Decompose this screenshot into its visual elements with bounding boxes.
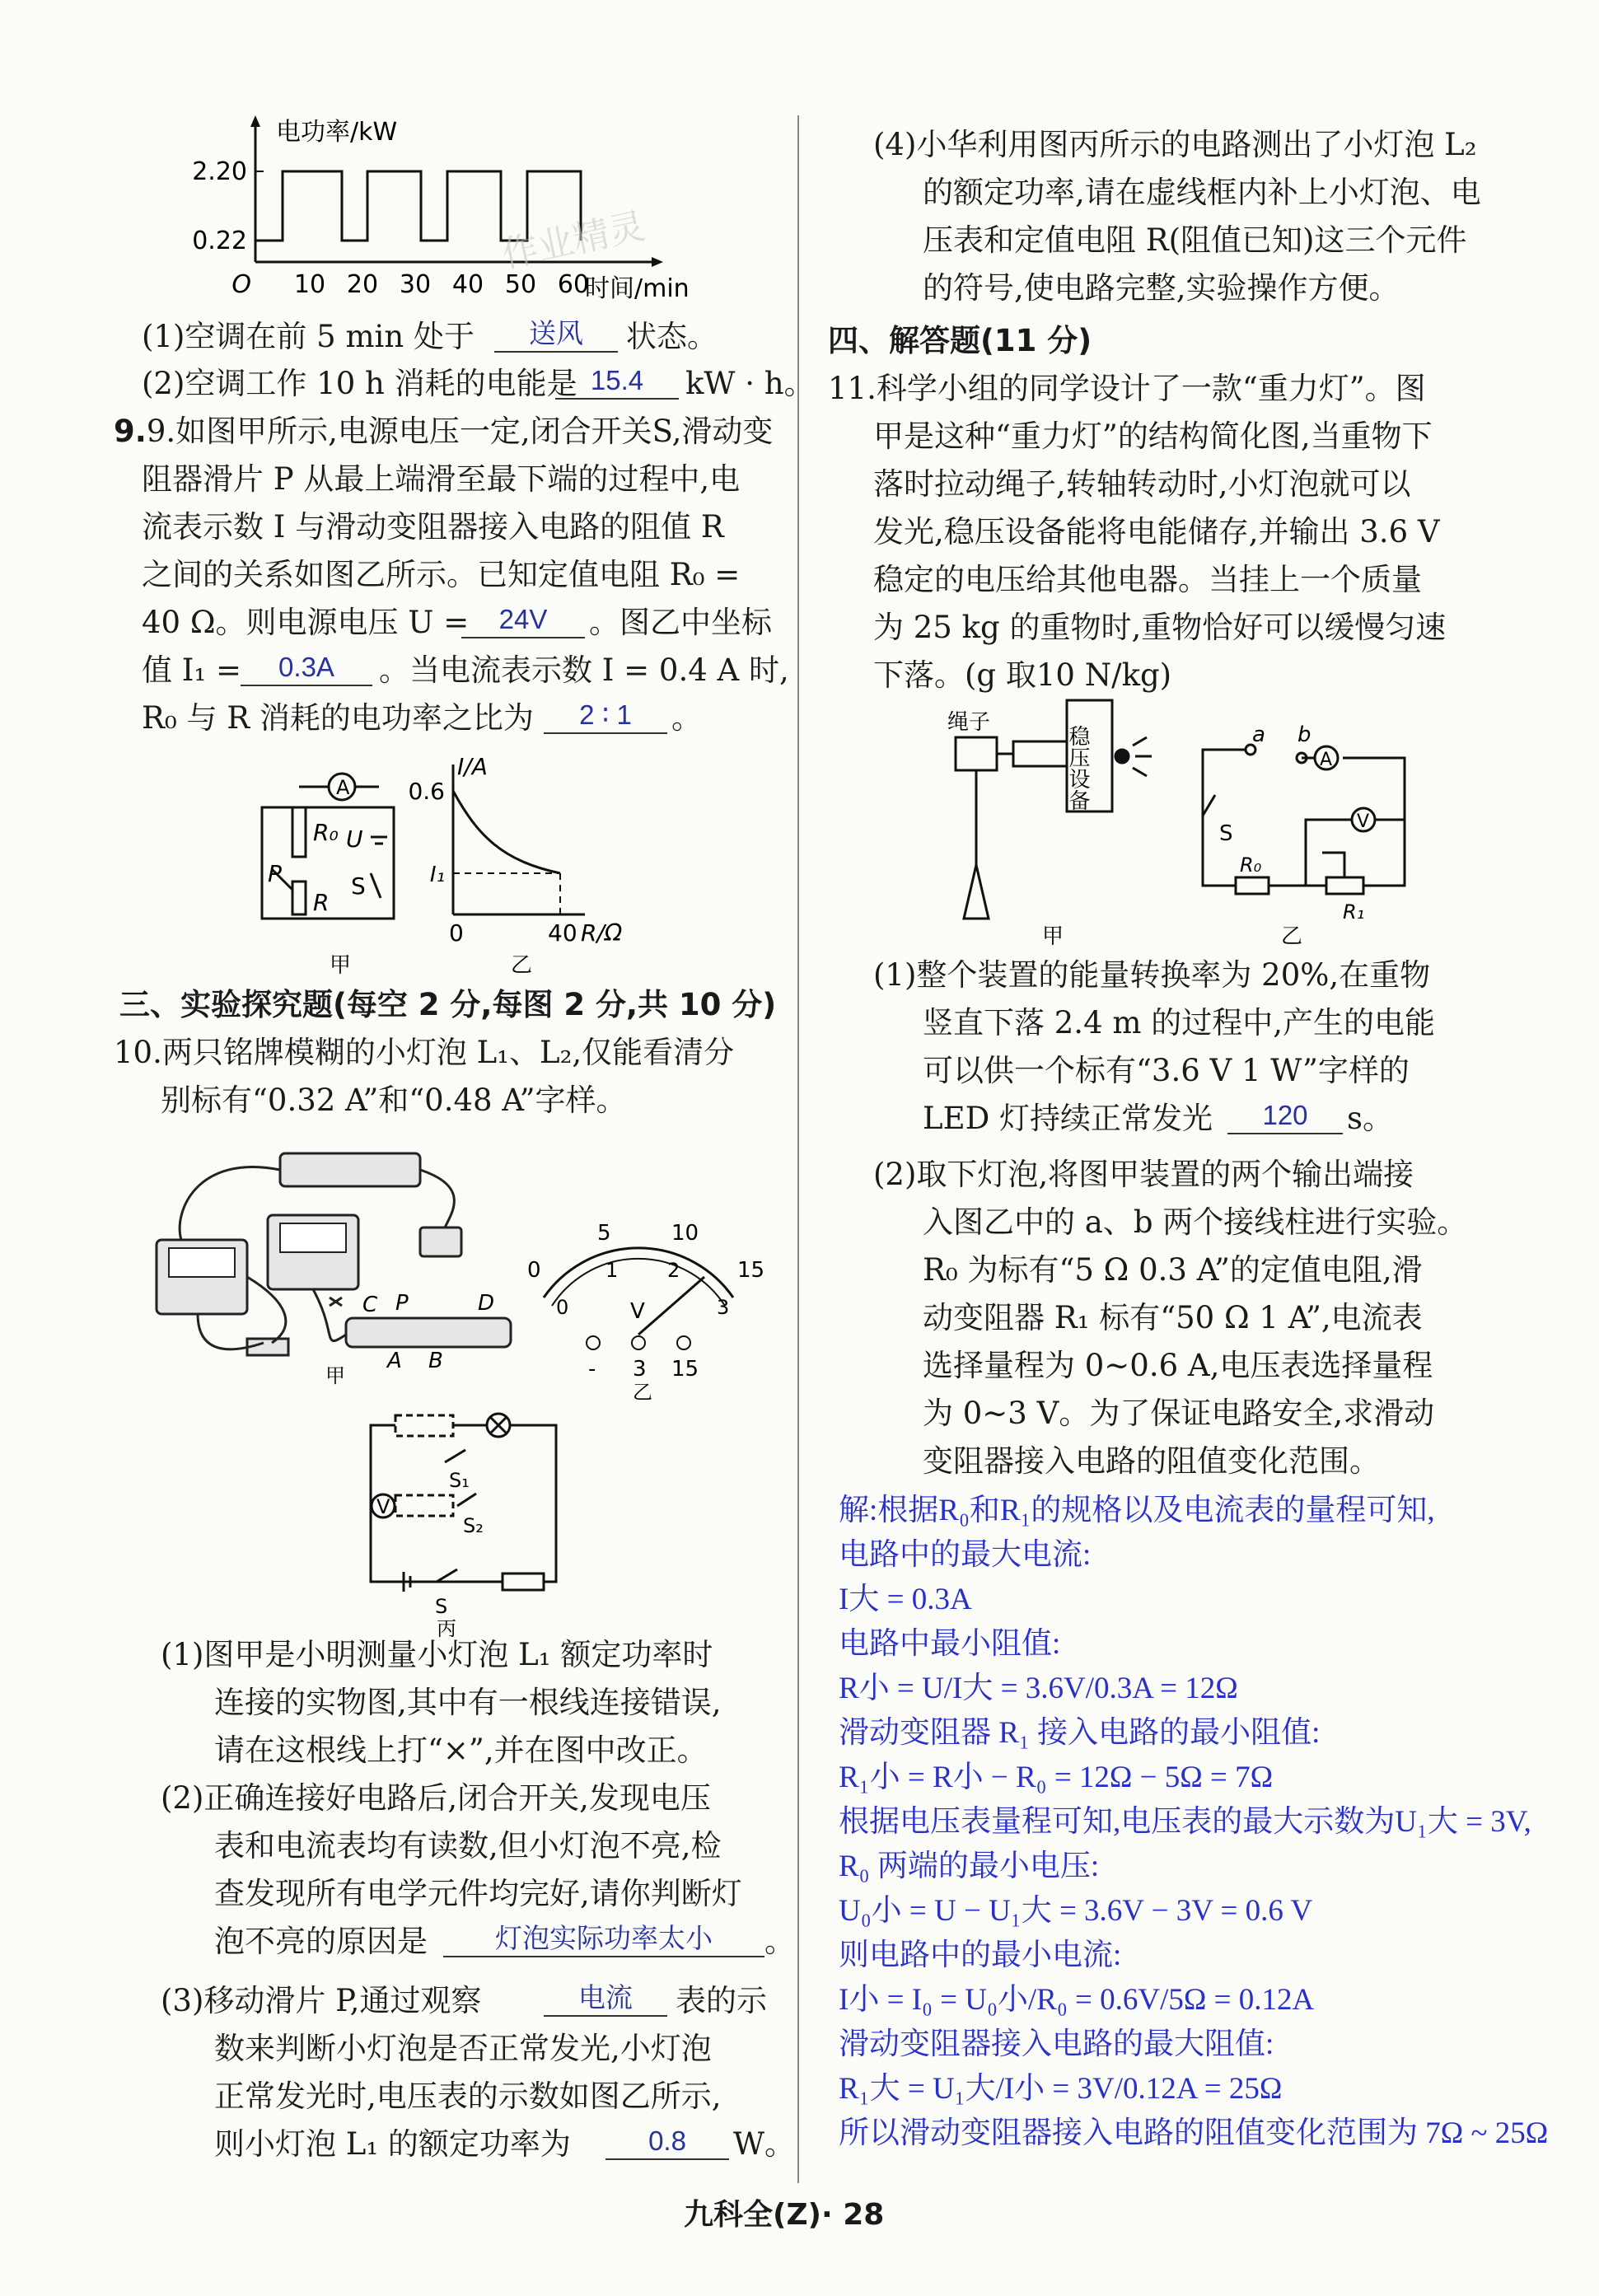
meter-bot-tick: 1 <box>605 1259 619 1282</box>
circ-label-r1: R₁ <box>1343 900 1365 924</box>
circ-label-s: S <box>351 872 366 900</box>
q9-line: 阻器滑片 P 从最上端滑至最下端的过程中,电 <box>142 461 741 497</box>
q11-part2: 变阻器接入电路的阻值变化范围。 <box>923 1443 1380 1479</box>
fig-label-yi: 乙 <box>633 1381 652 1404</box>
q9-line: 。 <box>671 700 702 736</box>
q10-part4: 的符号,使电路完整,实验操作方便。 <box>923 270 1400 306</box>
q9-answer-ratio: 2 ∶ 1 <box>544 698 667 734</box>
circ-label-s2: S₂ <box>463 1514 484 1537</box>
meter-term: 15 <box>671 1357 699 1382</box>
meter-bot-tick: 0 <box>556 1296 569 1319</box>
circ-label-a-term: a <box>1252 722 1265 747</box>
q11-line: 甲是这种“重力灯”的结构简化图,当重物下 <box>873 419 1433 454</box>
q9-line: 之间的关系如图乙所示。已知定值电阻 R₀ = <box>142 557 741 592</box>
q9-line: 流表示数 I 与滑动变阻器接入电路的阻值 R <box>142 509 724 545</box>
graph-x1: 40 <box>548 919 577 947</box>
q11-line: 11.科学小组的同学设计了一款“重力灯”。图 <box>828 371 1426 406</box>
q8-answer-1: 送风 <box>494 316 618 353</box>
circ-label-r0: R₀ <box>313 819 339 846</box>
q11-part2: (2)取下灯泡,将图甲装置的两个输出端接 <box>873 1157 1414 1192</box>
solution-line: R₁小 = R小 − R₀ = 12Ω − 5Ω = 7Ω <box>839 1761 1274 1794</box>
fig-label-jia: 甲 <box>330 953 352 978</box>
q11-part1: 可以供一个标有“3.6 V 1 W”字样的 <box>923 1053 1410 1088</box>
solution-line: 滑动变阻器 R₁ 接入电路的最小阻值: <box>839 1716 1321 1750</box>
q10-part2: (2)正确连接好电路后,闭合开关,发现电压 <box>161 1780 711 1816</box>
x-tick: 50 <box>504 270 537 299</box>
fig-label-yi: 乙 <box>1281 924 1303 949</box>
q10-part2: 。 <box>764 1924 795 1959</box>
q10-part4: 的额定功率,请在虚线框内补上小灯泡、电 <box>923 175 1481 210</box>
circ-label-b-term: b <box>1297 722 1311 747</box>
x-tick: 40 <box>451 270 484 299</box>
fig-label-bing: 丙 <box>437 1617 456 1640</box>
q11-part2: 入图乙中的 a、b 两个接线柱进行实验。 <box>923 1204 1468 1240</box>
circ-label-voltmeter: V <box>1357 811 1370 832</box>
solution-line: 滑动变阻器接入电路的最大阻值: <box>839 2027 1274 2061</box>
q11-answer-time: 120 <box>1227 1098 1343 1134</box>
q11-line: 稳定的电压给其他电器。当挂上一个质量 <box>873 562 1422 597</box>
q11-part2: 选择量程为 0~0.6 A,电压表选择量程 <box>923 1348 1433 1383</box>
footer-book: 九科全(Z)· 28 <box>684 2198 885 2232</box>
circ-label-p: P <box>268 860 282 887</box>
q11-figure-jia <box>931 700 1178 947</box>
meter-zero: 0 <box>527 1258 541 1283</box>
meter-term: - <box>588 1357 596 1382</box>
graph-x0: 0 <box>449 919 464 947</box>
solution-line: R₁大 = U₁大/I小 = 3V/0.12A = 25Ω <box>839 2072 1283 2106</box>
solution-line: 电路中的最大电流: <box>839 1538 1092 1572</box>
q9-line: 。当电流表示数 I = 0.4 A 时, <box>379 652 789 688</box>
q9-answer-voltage: 24V <box>461 602 585 638</box>
rheo-label-d: D <box>478 1291 495 1316</box>
y-tick-low: 0.22 <box>192 227 247 255</box>
q10-part2: 表和电流表均有读数,但小灯泡不亮,检 <box>214 1828 722 1863</box>
q10-part2: 查发现所有电学元件均完好,请你判断灯 <box>214 1876 742 1911</box>
q10-part3: W。 <box>733 2126 796 2162</box>
q10-part1: 请在这根线上打“×”,并在图中改正。 <box>214 1733 708 1768</box>
solution-line: I小 = I₀ = U₀小/R₀ = 0.6V/5Ω = 0.12A <box>839 1983 1315 2017</box>
q10-circuit-bing <box>354 1409 585 1640</box>
q8-part1: (1)空调在前 5 min 处于 <box>142 319 475 354</box>
meter-top-tick: 10 <box>671 1221 699 1246</box>
q11-line: 发光,稳压设备能将电能储存,并输出 3.6 V <box>873 514 1440 549</box>
q9-line: 40 Ω。则电源电压 U = <box>142 605 470 640</box>
column-divider <box>797 115 799 2183</box>
solution-line: R₀ 两端的最小电压: <box>839 1849 1100 1883</box>
q11-line: 为 25 kg 的重物时,重物恰好可以缓慢匀速 <box>873 610 1447 645</box>
q8-part2: (2)空调工作 10 h 消耗的电能是 <box>142 366 577 401</box>
q11-part2: R₀ 为标有“5 Ω 0.3 A”的定值电阻,滑 <box>923 1252 1423 1288</box>
solution-line: 则电路中的最小电流: <box>839 1938 1122 1972</box>
fig-label-jia: 甲 <box>1042 924 1064 949</box>
power-chart <box>189 115 733 313</box>
q8-part2-post: kW · h。 <box>685 366 815 401</box>
graph-y2: I₁ <box>429 863 445 887</box>
x-tick: 20 <box>346 270 379 299</box>
circ-label-s: S <box>435 1595 448 1618</box>
fig-label-rope: 绳子 <box>947 710 991 735</box>
solution-line: I大 = 0.3A <box>839 1583 972 1616</box>
watermark: 作业精灵 <box>498 204 649 277</box>
section3-heading: 三、实验探究题(每空 2 分,每图 2 分,共 10 分) <box>119 987 777 1022</box>
q10-part3: 表的示 <box>676 1983 767 2018</box>
solution-line: U₀小 = U − U₁大 = 3.6V − 3V = 0.6 V <box>839 1894 1313 1928</box>
q9-figures <box>247 753 659 980</box>
q10-part3: 正常发光时,电压表的示数如图乙所示, <box>214 2079 722 2114</box>
circ-label-ammeter: A <box>1320 750 1333 770</box>
circ-label-s1: S₁ <box>449 1469 470 1492</box>
circ-label-r0: R₀ <box>1240 853 1262 877</box>
q10-answer-power: 0.8 <box>605 2124 729 2160</box>
q10-part3: 则小灯泡 L₁ 的额定功率为 <box>214 2126 571 2162</box>
x-tick: 30 <box>399 270 432 299</box>
solution-line: 解:根据R₀和R₁的规格以及电流表的量程可知, <box>839 1494 1435 1527</box>
circ-label-a: A <box>336 776 350 799</box>
section4-heading: 四、解答题(11 分) <box>828 323 1092 358</box>
rheo-label-c: C <box>362 1293 378 1317</box>
q11-part2: 动变阻器 R₁ 标有“50 Ω 1 A”,电流表 <box>923 1300 1423 1335</box>
q9-answer-i1: 0.3A <box>241 650 372 686</box>
rheo-label-a: A <box>387 1349 402 1373</box>
fig-label-device: 稳压设备 <box>1065 725 1090 811</box>
q11-line: 下落。(g 取10 N/kg) <box>873 657 1172 693</box>
q9-line: R₀ 与 R 消耗的电功率之比为 <box>142 700 534 736</box>
q9-line: 9.9.如图甲所示,电源电压一定,闭合开关S,滑动变 <box>114 414 774 449</box>
chart-xlabel: 时间/min <box>585 274 690 303</box>
circ-label-v: V <box>376 1495 390 1518</box>
q10-line: 10.两只铭牌模糊的小灯泡 L₁、L₂,仅能看清分 <box>114 1035 735 1070</box>
q10-answer-reason: 灯泡实际功率太小 <box>443 1921 764 1957</box>
chart-origin: O <box>231 270 251 299</box>
rheo-label-b: B <box>428 1349 443 1373</box>
circ-label-u: U <box>346 825 363 853</box>
q10-part4: 压表和定值电阻 R(阻值已知)这三个元件 <box>923 222 1467 258</box>
solution-line: 所以滑动变阻器接入电路的阻值变化范围为 7Ω ~ 25Ω <box>839 2116 1549 2150</box>
q10-part4: (4)小华利用图丙所示的电路测出了小灯泡 L₂ <box>873 127 1477 162</box>
graph-xlabel: R/Ω <box>581 919 623 947</box>
meter-top-tick: 5 <box>597 1221 611 1246</box>
page-number: 28 <box>843 2198 885 2232</box>
meter-term: 3 <box>633 1357 647 1382</box>
q9-line: 。图乙中坐标 <box>589 605 772 640</box>
q9-line: 值 I₁ = <box>142 652 241 688</box>
q11-part2: 为 0~3 V。为了保证电路安全,求滑动 <box>923 1396 1435 1431</box>
y-tick-high: 2.20 <box>192 157 247 186</box>
solution-line: 根据电压表量程可知,电压表的最大示数为U₁大 = 3V, <box>839 1805 1531 1839</box>
q11-part1: 竖直下落 2.4 m 的过程中,产生的电能 <box>923 1005 1435 1040</box>
circ-label-s: S <box>1219 821 1233 846</box>
q10-part2: 泡不亮的原因是 <box>214 1924 428 1959</box>
chart-ylabel: 电功率/kW <box>276 118 398 147</box>
q10-answer-meter: 电流 <box>544 1980 667 2017</box>
q11-part1: (1)整个装置的能量转换率为 20%,在重物 <box>873 957 1431 993</box>
q8-part1-post: 状态。 <box>626 319 718 354</box>
meter-unit: V <box>630 1299 645 1324</box>
meter-bot-tick: 2 <box>667 1259 680 1282</box>
fig-label-yi: 乙 <box>511 953 533 978</box>
q10-part3: 数来判断小灯泡是否正常发光,小灯泡 <box>214 2031 712 2066</box>
q10-part1: 连接的实物图,其中有一根线连接错误, <box>214 1685 722 1720</box>
meter-bot-tick: 3 <box>717 1296 730 1319</box>
q8-answer-2: 15.4 <box>555 363 679 400</box>
q11-circuit-yi <box>1186 722 1433 949</box>
x-tick: 60 <box>557 270 590 299</box>
graph-ylabel: I/A <box>457 753 488 780</box>
x-tick: 10 <box>293 270 326 299</box>
q11-part1: s。 <box>1347 1101 1393 1136</box>
meter-top-tick: 15 <box>737 1258 765 1283</box>
solution-line: 电路中最小阻值: <box>839 1627 1061 1661</box>
circ-label-r: R <box>313 889 330 916</box>
q10-voltmeter-yi <box>503 1211 766 1404</box>
q10-part3: (3)移动滑片 P,通过观察 <box>161 1983 482 2018</box>
q11-line: 落时拉动绳子,转轴转动时,小灯泡就可以 <box>873 466 1411 502</box>
solution-line: R小 = U/I大 = 3.6V/0.3A = 12Ω <box>839 1672 1238 1705</box>
rheo-label-p: P <box>395 1291 409 1316</box>
q11-part1: LED 灯持续正常发光 <box>923 1101 1213 1136</box>
q10-part1: (1)图甲是小明测量小灯泡 L₁ 额定功率时 <box>161 1637 713 1672</box>
graph-y1: 0.6 <box>408 778 445 805</box>
fig-label-jia: 甲 <box>325 1364 345 1387</box>
q10-line: 别标有“0.32 A”和“0.48 A”字样。 <box>161 1083 627 1118</box>
q9-graph-yi <box>453 765 585 914</box>
